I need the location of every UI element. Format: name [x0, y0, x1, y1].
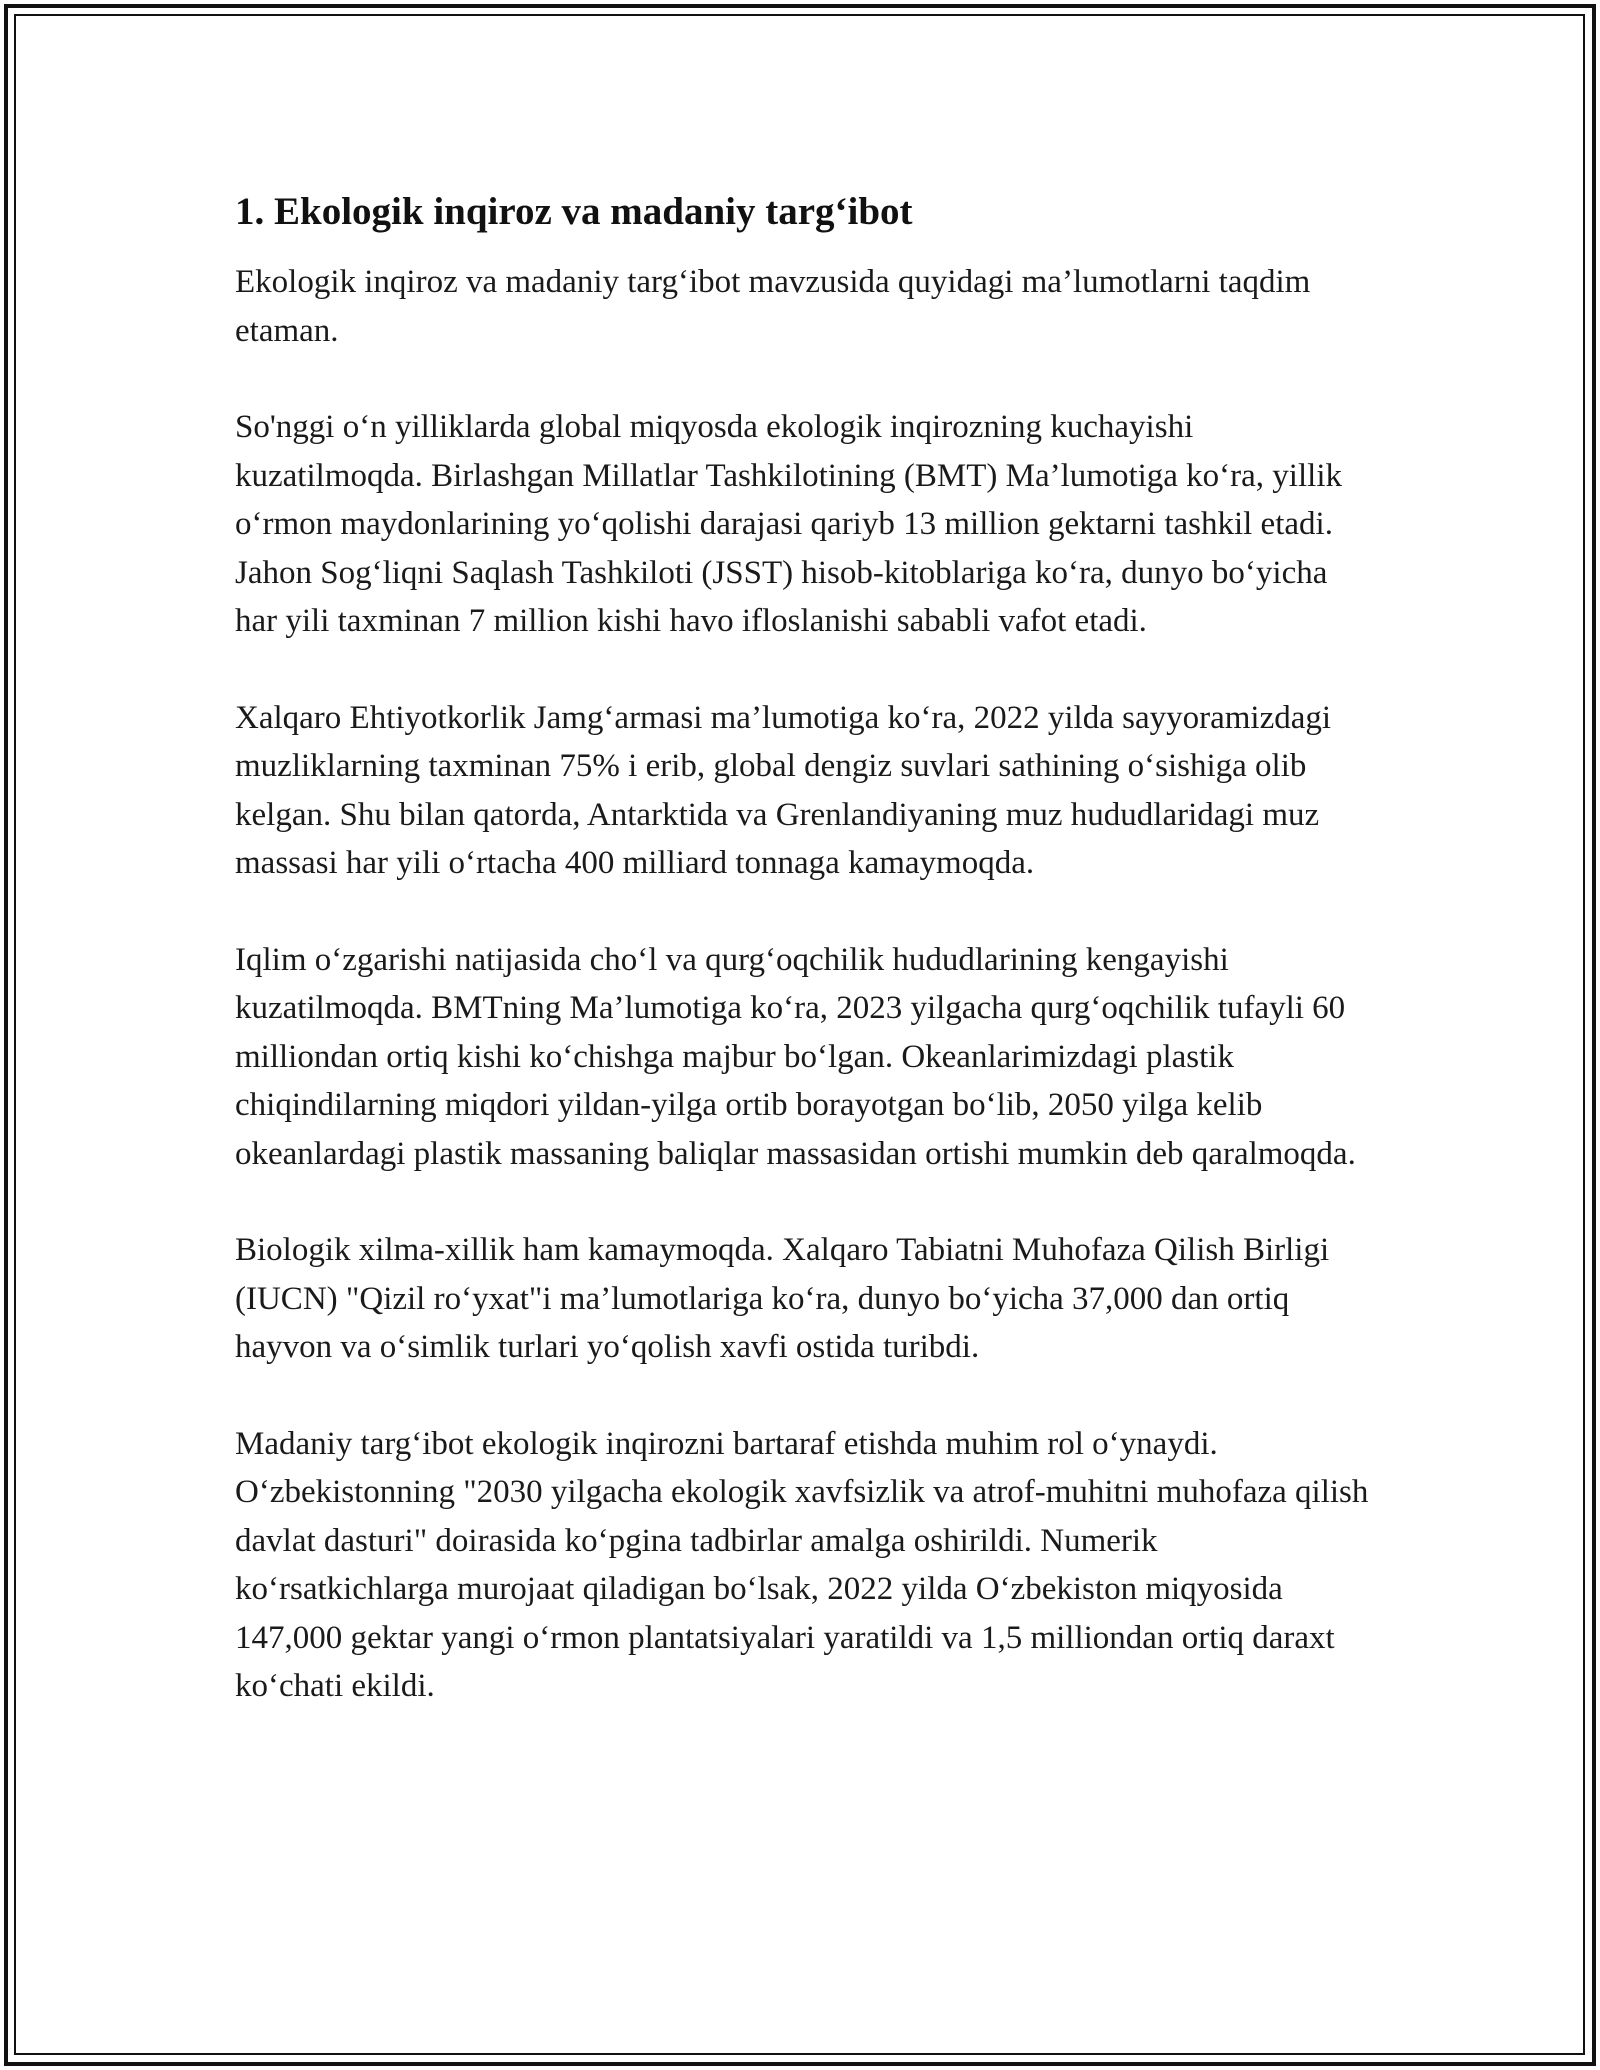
section-heading: 1. Ekologik inqiroz va madaniy targ‘ibot [235, 190, 913, 233]
paragraph-intro: Ekologik inqiroz va madaniy targ‘ibot mavzusida quyidagi ma’lumotlarni taqdim etaman. [235, 264, 1311, 349]
paragraph-desertification: Iqlim o‘zgarishi natijasida cho‘l va qurg‘oqchilik hududlarining kengayishi kuzatilmoqda. BMTning Ma’lumotiga ko‘ra, 2023 yilgacha qurg‘oqchilik tufayli 60 milliondan ortiq kishi ko‘chishga majbur bo‘lgan. Okeanlarimizdagi plastik chiqindilarning miqdori yildan-yilga ortib borayotgan bo‘lib, 2050 yilga kelib okeanlardagi plastik massaning baliqlar massasidan ortishi mumkin deb qaralmoqda. [235, 941, 1356, 1172]
paragraph-biodiversity: Biologik xilma-xillik ham kamaymoqda. Xalqaro Tabiatni Muhofaza Qilish Birligi (IUCN) "Qizil ro‘yxat"i ma’lumotlariga ko‘ra, dunyo bo‘yicha 37,000 dan ortiq hayvon va o‘simlik turlari yo‘qolish xavfi ostida turibdi. [235, 1232, 1330, 1365]
paragraph-forest-air: So'nggi o‘n yilliklarda global miqyosda ekologik inqirozning kuchayishi kuzatilmoqda. Birlashgan Millatlar Tashkilotining (BMT) Ma’lumotiga ko‘ra, yillik o‘rmon maydonlarining yo‘qolishi darajasi qariyb 13 million gektarni tashkil etadi. Jahon Sog‘liqni Saqlash Tashkiloti (JSST) hisob-kitoblariga ko‘ra, dunyo bo‘yicha har yili taxminan 7 million kishi havo ifloslanishi sababli vafot etadi. [235, 409, 1342, 639]
paragraph-glaciers: Xalqaro Ehtiyotkorlik Jamg‘armasi ma’lumotiga ko‘ra, 2022 yilda sayyoramizdagi muzliklarning taxminan 75% i erib, global dengiz suvlari sathining o‘sishiga olib kelgan. Shu bilan qatorda, Antarktida va Grenlandiyaning muz hududlaridagi muz massasi har yili o‘rtacha 400 milliard tonnaga kamaymoqda. [235, 699, 1332, 881]
paragraph-cultural-promotion: Madaniy targ‘ibot ekologik inqirozni bartaraf etishda muhim rol o‘ynaydi. O‘zbekistonning "2030 yilgacha ekologik xavfsizlik va atrof-muhitni muhofaza qilish davlat dasturi" doirasida ko‘pgina tadbirlar amalga oshirildi. Numerik ko‘rsatkichlarga murojaat qiladigan bo‘lsak, 2022 yilda O‘zbekiston miqyosida 147,000 gektar yangi o‘rmon plantatsiyalari yaratildi va 1,5 milliondan ortiq daraxt ko‘chati ekildi. [235, 1425, 1369, 1704]
document-body [235, 186, 1370, 1759]
